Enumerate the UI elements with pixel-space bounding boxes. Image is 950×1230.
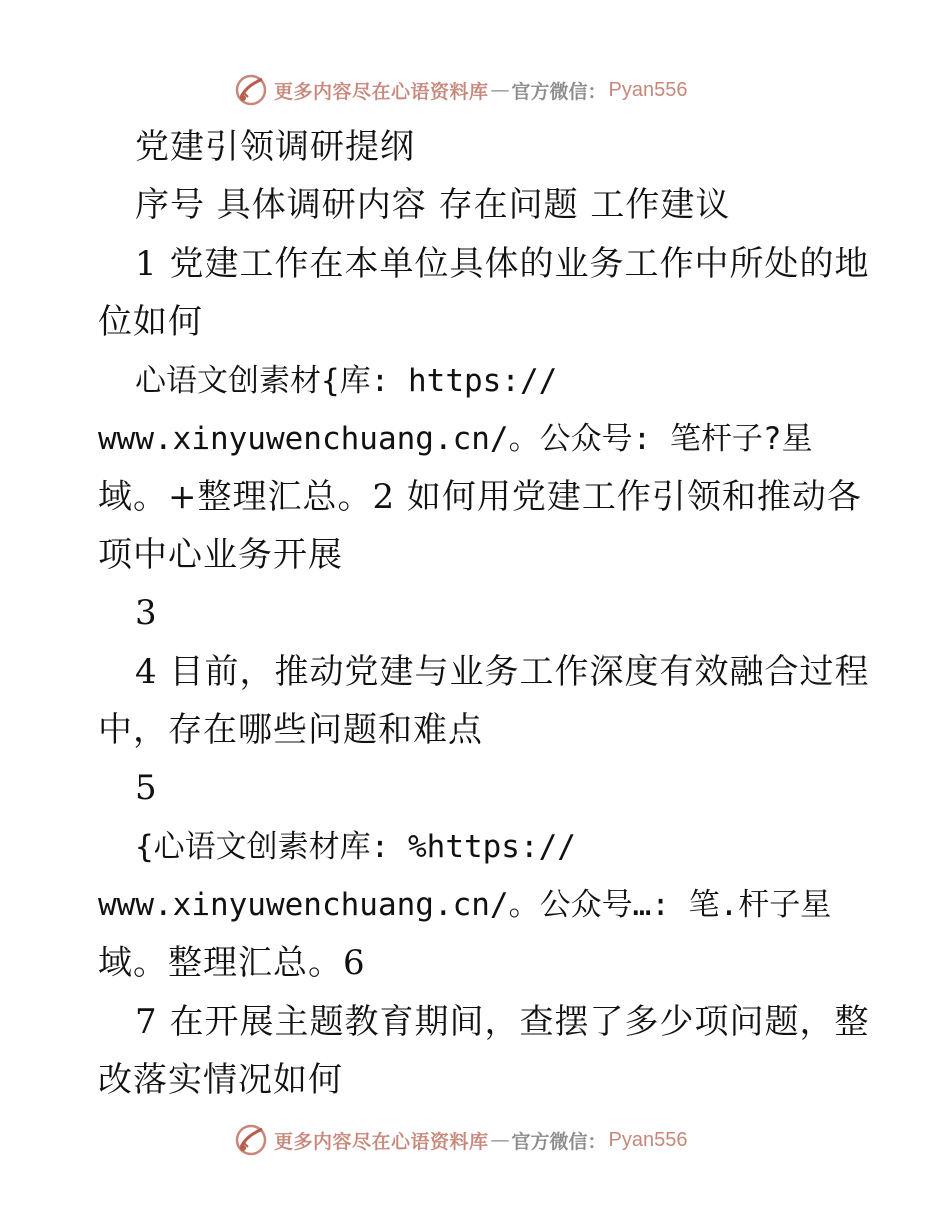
doc-line: 7 在开展主题教育期间，查摆了多少项问题，整 — [135, 1002, 870, 1042]
doc-line: www.xinyuwenchuang.cn/。公众号: 笔杆子?星 — [98, 421, 813, 457]
doc-line: 5 — [135, 768, 158, 808]
doc-line: 3 — [135, 593, 158, 633]
doc-line: 中，存在哪些问题和难点 — [98, 710, 483, 750]
doc-line: 1 党建工作在本单位具体的业务工作中所处的地 — [135, 244, 870, 284]
watermark-id: Pyan556 — [608, 1128, 688, 1151]
pen-logo-icon — [234, 1123, 268, 1157]
watermark-separator: — — [490, 79, 510, 101]
watermark-text: 更多内容尽在心语资料库 — [274, 80, 489, 103]
doc-line: 域。整理汇总。6 — [98, 943, 366, 983]
doc-line: {心语文创素材库: %https:// — [135, 829, 576, 865]
doc-line: www.xinyuwenchuang.cn/。公众号…: 笔.杆子星 — [98, 887, 832, 923]
table-header-line: 序号 具体调研内容 存在问题 工作建议 — [135, 185, 731, 225]
doc-line: 位如何 — [98, 302, 203, 342]
doc-line: 项中心业务开展 — [98, 535, 343, 575]
doc-line: 心语文创素材{库: https:// — [135, 363, 558, 399]
doc-line: 改落实情况如何 — [98, 1060, 343, 1100]
watermark-separator: — — [490, 1129, 510, 1151]
watermark-label: 官方微信： — [511, 1130, 607, 1153]
watermark-text: 更多内容尽在心语资料库 — [274, 1130, 489, 1153]
watermark-id: Pyan556 — [608, 78, 688, 101]
doc-line: 域。+整理汇总。2 如何用党建工作引领和推动各 — [98, 477, 862, 517]
pen-logo-icon — [234, 73, 268, 107]
watermark-label: 官方微信： — [511, 80, 607, 103]
doc-title: 党建引领调研提纲 — [135, 127, 415, 167]
footer-watermark-banner — [0, 1120, 950, 1160]
header-watermark-banner — [0, 70, 950, 110]
doc-line: 4 目前，推动党建与业务工作深度有效融合过程 — [135, 652, 870, 692]
